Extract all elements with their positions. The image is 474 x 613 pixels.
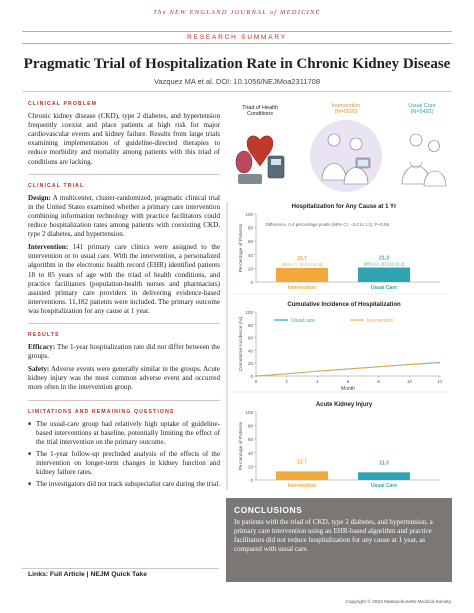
x-tick-label: 6 <box>346 379 350 384</box>
triad-graphic <box>236 136 284 184</box>
intervention-n: (N=5690) <box>334 109 358 116</box>
x-tick-label: 0 <box>254 379 258 384</box>
difference-note: Difference, 0.4 percentage points (95% CI, −2.0 to 1.1); P=0.58 <box>266 222 389 227</box>
y-tick-label: 80 <box>247 322 253 328</box>
y-tick-label: 40 <box>247 252 253 258</box>
y-tick-label: 60 <box>247 239 253 245</box>
section-divider <box>28 323 220 324</box>
conclusions-box <box>226 498 452 582</box>
design-text: A multicenter, cluster-randomized, pragmatic clinical trial in the United States examined whether a primary care intervention combining information technology with practice facilitators could reduce hospitalization rates among patients with coexisting CKD, type 2 diabetes, and hypertension. <box>28 193 220 239</box>
article-links[interactable]: Links: Full Article | NEJM Quick Take <box>28 571 147 578</box>
legend-label: Usual care <box>291 318 315 324</box>
bar-usual-care <box>358 472 410 480</box>
y-tick-label: 0 <box>250 374 253 379</box>
authors-doi[interactable]: Vazquez MA et al. DOI: 10.1056/NEJMoa2311708 <box>153 77 321 86</box>
x-tick-label: 2 <box>285 379 288 384</box>
triad-label: Triad of Health Conditions <box>242 105 278 118</box>
x-tick-label: 12 <box>437 379 443 384</box>
charts-area <box>226 198 452 494</box>
y-tick-label: 80 <box>247 423 253 429</box>
ci-label: (95% CI, 19.5 to 21.9) <box>281 261 323 267</box>
safety-paragraph <box>28 365 220 392</box>
meter-screen <box>271 159 281 165</box>
y-axis-label: Percentage of Patients <box>239 223 244 273</box>
intervention-name: Intervention <box>331 103 361 109</box>
y-tick-label: 40 <box>247 348 253 354</box>
bar-usual-care <box>358 268 410 282</box>
banner-label: RESEARCH SUMMARY <box>187 34 287 41</box>
results-heading: RESULTS <box>28 331 60 338</box>
conclusions-heading: CONCLUSIONS <box>234 505 303 515</box>
usual-care-name: Usual Care <box>408 103 436 109</box>
links-divider <box>22 568 219 569</box>
series-line-intervention <box>256 363 440 376</box>
x-tick-label: 10 <box>406 379 412 384</box>
copyright-notice: Copyright © 2024 Massachusetts Medical Society. <box>345 600 452 605</box>
efficacy-paragraph <box>28 343 220 361</box>
intervention-text: 141 primary care clinics were assigned to the intervention or to usual care. With the intervention, a personalized algorithm in the electronic health record (EHR) identified patients 18 to 85 years of age with the triad of health conditions, and practice facilitators (population-health nurses and pharmacists) assisted primary care providers in delivering evidence-based interventions. 11,182 patients were included. The primary outcome was hospitalization for any cause at 1 year. <box>28 243 220 315</box>
x-tick-label: Intervention <box>287 285 317 291</box>
intervention-label: Intervention: <box>28 243 69 252</box>
clinical-problem-heading: CLINICAL PROBLEM <box>28 101 98 107</box>
x-tick-label: 8 <box>377 379 380 384</box>
usual-care-people-icon <box>402 134 446 186</box>
y-tick-label: 0 <box>250 280 253 285</box>
x-tick-label: Usual Care <box>370 285 398 291</box>
intervention-group-label <box>316 103 376 116</box>
page-title: Pragmatic Trial of Hospitalization Rate in Chronic Kidney Disease <box>23 56 451 72</box>
limitations-list <box>28 420 220 490</box>
chart-title: Acute Kidney Injury <box>315 402 373 408</box>
y-tick-label: 80 <box>247 225 253 231</box>
clinical-trial-heading: CLINICAL TRIAL <box>28 182 85 189</box>
section-divider <box>28 400 220 401</box>
y-tick-label: 20 <box>247 266 253 272</box>
ci-label: (95% CI, 20.1 to 22.2) <box>363 261 405 267</box>
y-tick-label: 100 <box>245 310 253 315</box>
list-item: ■ The investigators did not track subspecialist care during the trial. <box>28 480 220 489</box>
design-paragraph <box>28 194 220 239</box>
bar-intervention <box>276 268 328 282</box>
usual-care-group-label <box>392 103 452 116</box>
bar-intervention <box>276 471 328 480</box>
x-axis-label: Month <box>341 386 355 392</box>
count-label: 701/5508 <box>292 465 312 471</box>
x-tick-label: Usual Care <box>370 483 398 489</box>
design-label: Design: <box>28 193 51 202</box>
list-item: ■ The usual-care group had relatively high uptake of guideline-based interventions at baseline, potentially limiting the effect of the trial intervention on the primary outcome. <box>28 420 220 447</box>
usual-care-n: (N=5492) <box>410 109 434 116</box>
y-tick-label: 60 <box>247 437 253 443</box>
y-axis-label: Cumulative Incidence (%) <box>239 316 244 372</box>
y-axis-label: Percentage of Patients <box>239 421 244 471</box>
y-tick-label: 40 <box>247 450 253 456</box>
y-tick-label: 100 <box>245 410 253 415</box>
left-column <box>28 100 220 492</box>
trial-illustration <box>228 100 452 198</box>
list-item: ■ The 1-year follow-up precluded analysis of the effects of the intervention on longer-term changes in kidney function and kidney failure rates. <box>28 450 220 477</box>
kidney-icon <box>236 151 252 173</box>
x-tick-label: 4 <box>316 379 319 384</box>
safety-text: Adverse events were generally similar in the groups. Acute kidney injury was the most common adverse event and occurred more often in the intervention group. <box>28 365 220 392</box>
journal-masthead: The NEW ENGLAND JOURNAL of MEDICINE <box>153 9 321 16</box>
data-label: 20.7 <box>297 255 307 262</box>
limitations-heading: LIMITATIONS AND REMAINING QUESTIONS <box>28 408 175 415</box>
efficacy-label: Efficacy: <box>28 343 56 352</box>
clinical-problem-text: Chronic kidney disease (CKD), type 2 diabetes, and hypertension frequently coexist and place patients at high risk for major cardiovascular events and kidney failure. Results from large trials examining implementation of guideline-directed therapies to reduce morbidity and mortality among patients with this triad of conditions are lacking. <box>28 112 220 166</box>
safety-label: Safety: <box>28 365 50 374</box>
y-tick-label: 20 <box>247 464 253 470</box>
intervention-paragraph <box>28 243 220 316</box>
y-tick-label: 20 <box>247 361 253 367</box>
header-divider <box>22 91 452 92</box>
x-tick-label: Intervention <box>287 483 317 489</box>
y-tick-label: 100 <box>245 212 253 217</box>
legend-label: Intervention <box>367 318 394 324</box>
section-divider <box>28 174 220 175</box>
research-summary-banner <box>22 31 452 44</box>
data-label: 11.3 <box>379 460 389 467</box>
efficacy-text: The 1-year hospitalization rate did not differ between the groups. <box>28 343 220 361</box>
chart-title: Cumulative Incidence of Hospitalization <box>287 302 401 308</box>
chart-title: Hospitalization for Any Cause at 1 Yr <box>291 204 397 210</box>
y-tick-label: 0 <box>250 478 253 483</box>
y-tick-label: 60 <box>247 335 253 341</box>
count-label: 619/5492 <box>374 466 394 472</box>
bp-cuff-icon <box>238 174 262 184</box>
data-label: 21.3 <box>379 255 389 262</box>
data-label: 12.7 <box>297 459 307 466</box>
conclusions-text: In patients with the triad of CKD, type 2 diabetes, and hypertension, a primary care intervention using an EHR-based algorithm and practice facilitators did not reduce hospitalization for any cause at 1 year, as compared with usual care. <box>234 518 433 553</box>
